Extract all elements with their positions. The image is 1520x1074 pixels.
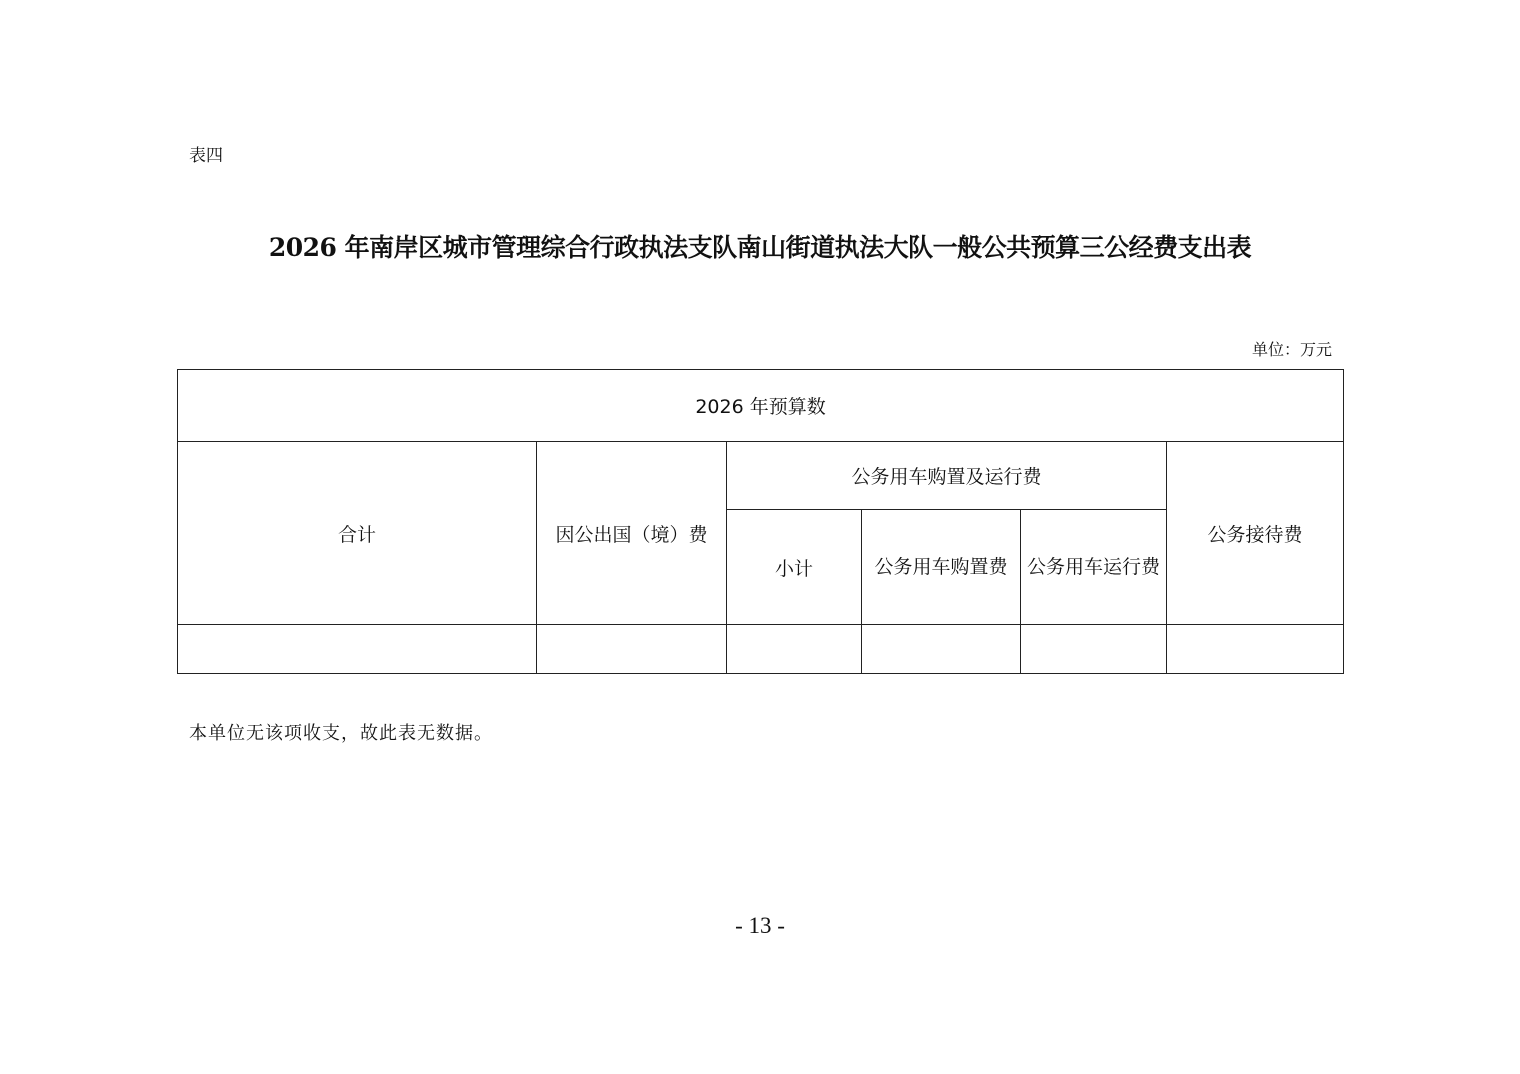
- header-vehicle-group: 公务用车购置及运行费: [727, 442, 1167, 510]
- cell-reception: [1167, 625, 1344, 674]
- table-number-label: 表四: [189, 146, 223, 166]
- cell-abroad: [537, 625, 727, 674]
- cell-vehicle-purchase: [862, 625, 1021, 674]
- table-row: [178, 625, 1344, 674]
- header-vehicle-purchase: 公务用车购置费: [862, 510, 1021, 625]
- cell-total: [178, 625, 537, 674]
- header-abroad-expense: 因公出国（境）费: [537, 442, 727, 625]
- page-number: - 13 -: [735, 913, 785, 938]
- header-budget-year: 2026 年预算数: [178, 370, 1344, 442]
- no-data-note: 本单位无该项收支，故此表无数据。: [189, 723, 493, 744]
- header-total: 合计: [178, 442, 537, 625]
- cell-vehicle-operation: [1021, 625, 1167, 674]
- header-vehicle-operation: 公务用车运行费: [1021, 510, 1167, 625]
- three-public-expenses-table: [177, 369, 1344, 674]
- header-subtotal: 小计: [727, 510, 862, 625]
- header-reception-expense: 公务接待费: [1167, 442, 1344, 625]
- document-title: 2026 年南岸区城市管理综合行政执法支队南山街道执法大队一般公共预算三公经费支出表: [268, 233, 1252, 262]
- unit-label: 单位：万元: [1251, 340, 1332, 359]
- cell-subtotal: [727, 625, 862, 674]
